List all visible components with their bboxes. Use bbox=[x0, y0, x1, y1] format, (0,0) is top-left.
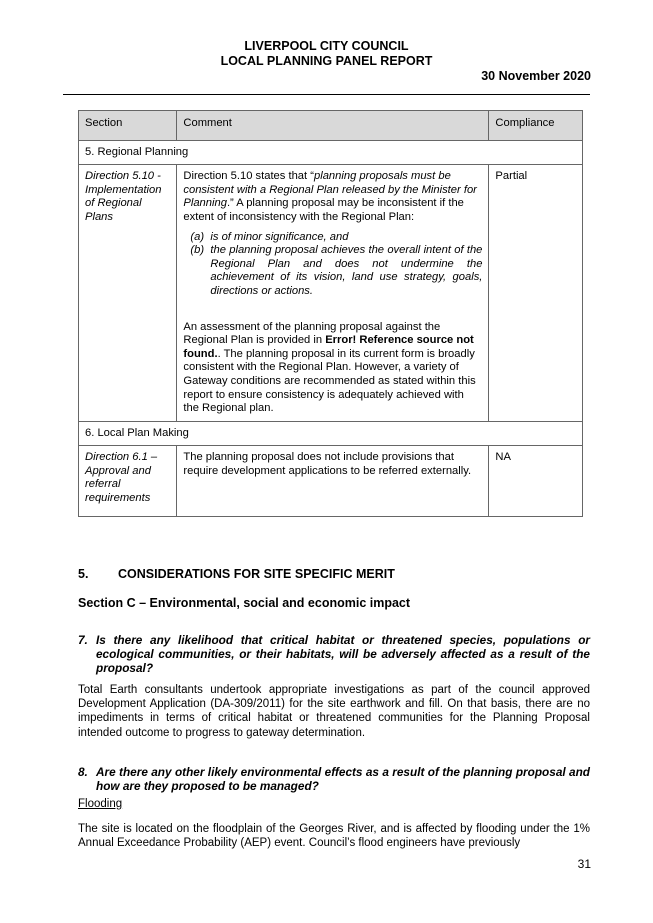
list-item-text: the planning proposal achieves the overall intent of the Regional Plan and does not undermine the achievement of its vision, land use strategy, goals, directions or actions. bbox=[210, 244, 483, 297]
question-8 bbox=[78, 765, 590, 793]
direction-6-1-compliance: NA bbox=[489, 446, 583, 516]
question-7-answer: Total Earth consultants undertook appropriate investigations as part of the council approved Development Application (DA-309/2011) for the site earthwork and fill. On that basis, there are no impediments in terms of critical habitat or threatened communities for the Planning Proposal intended outcome to progress to gateway determination. bbox=[78, 684, 590, 739]
table-header-row bbox=[79, 111, 583, 141]
local-plan-making-heading: 6. Local Plan Making bbox=[79, 421, 583, 446]
direction-5-10-label: Direction 5.10 - Implementation of Regional Plans bbox=[79, 165, 177, 422]
considerations-heading bbox=[78, 567, 395, 581]
table-section-row bbox=[79, 421, 583, 446]
list-item bbox=[183, 231, 482, 245]
reference-error-text: Error! Reference source not found. bbox=[183, 334, 474, 360]
assessment-text: An assessment of the planning proposal against the Regional Plan is provided in bbox=[183, 320, 441, 347]
question-number: 7. bbox=[78, 633, 88, 647]
flooding-paragraph: The site is located on the floodplain of the Georges River, and is affected by flooding under the 1% Annual Exceedance Probability (AEP) event. Council’s flood engineers have previously bbox=[78, 823, 590, 850]
header-section: Section bbox=[79, 111, 177, 141]
list-item-label: (a) bbox=[190, 230, 205, 243]
table-row bbox=[79, 165, 583, 422]
list-item-text: is of minor significance, and bbox=[210, 230, 349, 243]
report-type-title: LOCAL PLANNING PANEL REPORT bbox=[220, 54, 433, 68]
question-text: Is there any likelihood that critical habitat or threatened species, populations or ecological communities, or their habitats, will be adversely affected as a result of the proposal? bbox=[96, 633, 590, 676]
list-item-label: (b) bbox=[190, 244, 205, 257]
header-divider bbox=[63, 94, 590, 95]
spacer bbox=[183, 299, 482, 321]
section-c-heading: Section C – Environmental, social and economic impact bbox=[78, 596, 411, 610]
header-comment: Comment bbox=[177, 111, 489, 141]
page-number: 31 bbox=[577, 857, 591, 871]
assessment-rest: . The planning proposal in its current form is broadly consistent with the Regional Plan. However, a variety of Gateway conditions are recommended as stated within this report to ensure consistency is adequately achieved with the Regional plan. bbox=[183, 347, 476, 415]
question-number: 8. bbox=[78, 765, 88, 779]
inconsistency-criteria-list bbox=[183, 231, 482, 299]
intro-text: Direction 5.10 states that “ bbox=[183, 170, 314, 183]
question-text: Are there any other likely environmental effects as a result of the planning proposal and how are they proposed to be managed? bbox=[96, 765, 590, 794]
report-date: 30 November 2020 bbox=[481, 69, 591, 83]
intro-quote: planning proposals must be consistent with a Regional Plan released by the Minister for Planning bbox=[183, 170, 477, 210]
direction-5-10-compliance: Partial bbox=[489, 165, 583, 422]
regional-planning-heading: 5. Regional Planning bbox=[79, 140, 583, 165]
direction-5-10-intro bbox=[183, 170, 482, 224]
considerations-title: CONSIDERATIONS FOR SITE SPECIFIC MERIT bbox=[118, 567, 395, 581]
table-row bbox=[79, 446, 583, 516]
direction-6-1-label: Direction 6.1 – Approval and referral requirements bbox=[79, 446, 177, 516]
considerations-number: 5. bbox=[78, 567, 89, 581]
direction-5-10-comment bbox=[177, 165, 489, 422]
question-7 bbox=[78, 633, 590, 676]
header-compliance: Compliance bbox=[489, 111, 583, 141]
direction-5-10-assessment bbox=[183, 321, 482, 416]
compliance-table bbox=[78, 110, 583, 517]
intro-rest: .” A planning proposal may be inconsistent if the extent of inconsistency with the Regional Plan: bbox=[183, 197, 464, 223]
flooding-heading: Flooding bbox=[78, 798, 123, 810]
list-item bbox=[183, 244, 482, 298]
table-section-row bbox=[79, 140, 583, 165]
report-council-title: LIVERPOOL CITY COUNCIL bbox=[244, 39, 409, 53]
direction-6-1-comment: The planning proposal does not include provisions that require development applications to be referred externally. bbox=[177, 446, 489, 516]
